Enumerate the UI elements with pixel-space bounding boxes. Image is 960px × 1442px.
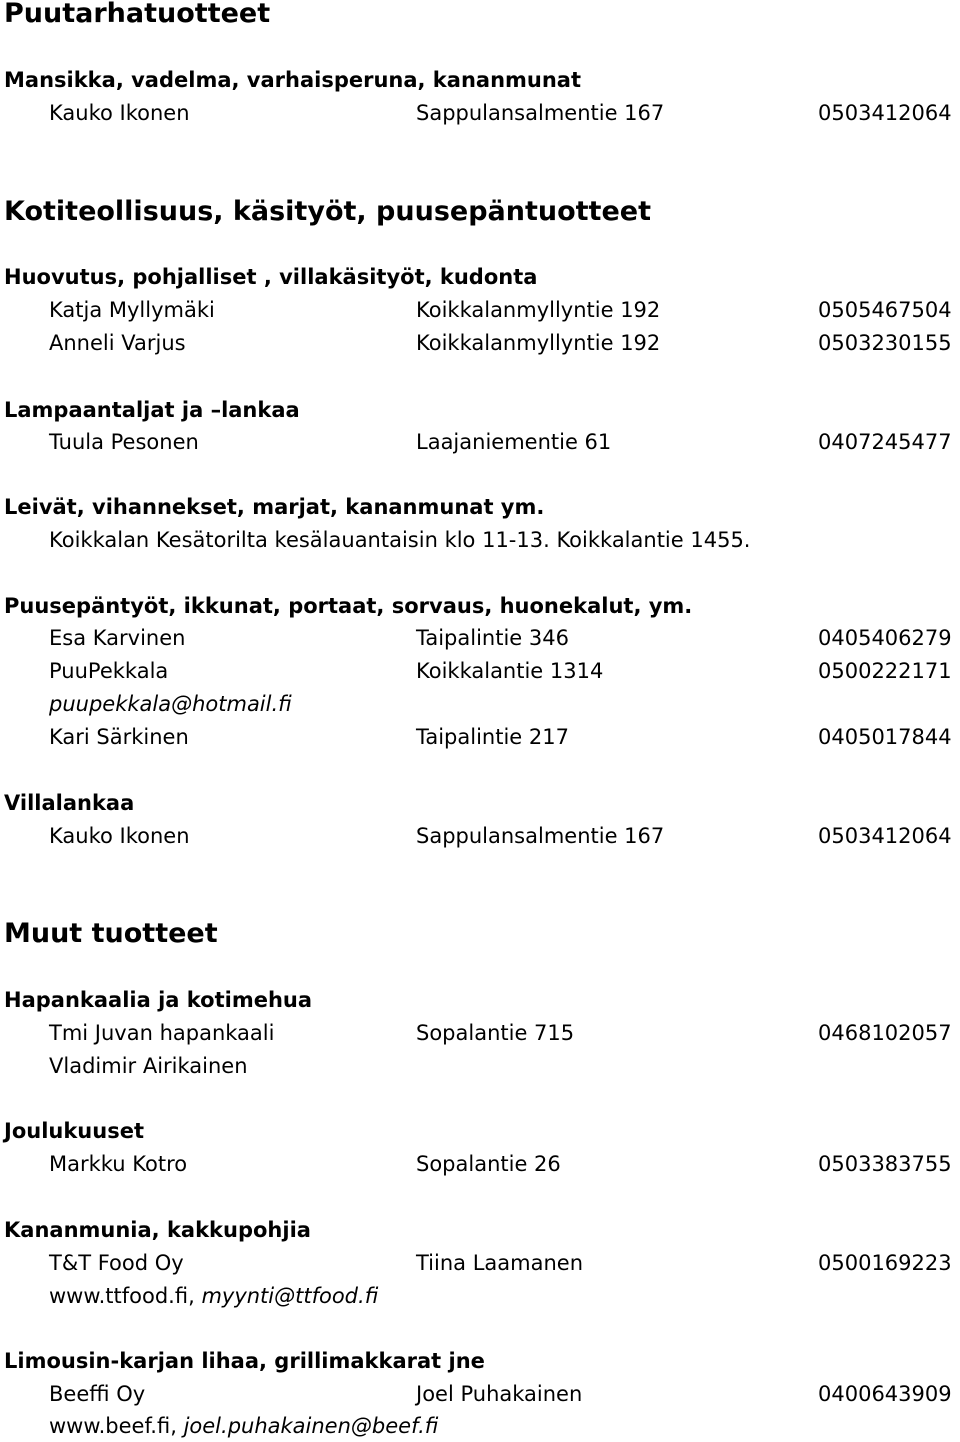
contact-address: Sopalantie 26 bbox=[416, 1152, 561, 1176]
contact-name: Anneli Varjus bbox=[49, 331, 186, 355]
group-heading-puusepantyot: Puusepäntyöt, ikkunat, portaat, sorvaus, huonekalut, ym. bbox=[4, 594, 693, 618]
group-heading-joulukuuset: Joulukuuset bbox=[4, 1119, 144, 1143]
contact-phone: 0400643909 bbox=[818, 1382, 952, 1406]
contact-address: Koikkalanmyllyntie 192 bbox=[416, 298, 661, 322]
contact-name: T&T Food Oy bbox=[49, 1251, 184, 1275]
web-and-email bbox=[49, 1416, 438, 1437]
contact-name: PuuPekkala bbox=[49, 659, 169, 683]
contact-name: Markku Kotro bbox=[49, 1152, 188, 1176]
contact-address: Laajaniementie 61 bbox=[416, 430, 612, 454]
contact-address: Koikkalanmyllyntie 192 bbox=[416, 331, 661, 355]
section-title-kotiteollisuus: Kotiteollisuus, käsityöt, puusepäntuotteet bbox=[4, 196, 651, 227]
contact-phone: 0407245477 bbox=[818, 430, 952, 454]
contact-phone: 0503383755 bbox=[818, 1152, 952, 1176]
contact-name: Katja Myllymäki bbox=[49, 298, 215, 322]
market-note: Koikkalan Kesätorilta kesälauantaisin klo 11-13. Koikkalantie 1455. bbox=[49, 528, 751, 552]
contact-phone: 0468102057 bbox=[818, 1021, 952, 1045]
contact-name: Kauko Ikonen bbox=[49, 101, 190, 125]
contact-phone: 0405406279 bbox=[818, 626, 952, 650]
contact-name: Beeffi Oy bbox=[49, 1382, 146, 1406]
section-title-muut-tuotteet: Muut tuotteet bbox=[4, 918, 218, 949]
contact-address: Sappulansalmentie 167 bbox=[416, 101, 665, 125]
contact-address: Taipalintie 217 bbox=[416, 725, 569, 749]
contact-address: Taipalintie 346 bbox=[416, 626, 569, 650]
group-heading-limousin: Limousin-karjan lihaa, grillimakkarat jne bbox=[4, 1349, 485, 1373]
contact-name: Tmi Juvan hapankaali bbox=[49, 1021, 275, 1045]
contact-name: Tuula Pesonen bbox=[49, 430, 199, 454]
website-link[interactable]: www.beef.fi, bbox=[49, 1414, 177, 1438]
group-heading-hapankaalia: Hapankaalia ja kotimehua bbox=[4, 988, 313, 1012]
contact-phone: 0503412064 bbox=[818, 101, 952, 125]
contact-phone: 0503412064 bbox=[818, 824, 952, 848]
contact-address: Koikkalantie 1314 bbox=[416, 659, 604, 683]
contact-phone: 0500222171 bbox=[818, 659, 952, 683]
contact-phone: 0405017844 bbox=[818, 725, 952, 749]
contact-phone: 0505467504 bbox=[818, 298, 952, 322]
contact-person: Vladimir Airikainen bbox=[49, 1054, 248, 1078]
group-heading-leivat: Leivät, vihannekset, marjat, kananmunat ym. bbox=[4, 495, 545, 519]
email-link[interactable]: joel.puhakainen@beef.fi bbox=[183, 1414, 439, 1438]
contact-name: Kauko Ikonen bbox=[49, 824, 190, 848]
contact-phone: 0500169223 bbox=[818, 1251, 952, 1275]
email-link[interactable]: myynti@ttfood.fi bbox=[201, 1284, 379, 1308]
group-heading-lampaantaljat: Lampaantaljat ja –lankaa bbox=[4, 398, 300, 422]
contact-person: Joel Puhakainen bbox=[416, 1382, 583, 1406]
group-heading-huovutus: Huovutus, pohjalliset , villakäsityöt, kudonta bbox=[4, 265, 538, 289]
contact-person: Tiina Laamanen bbox=[416, 1251, 584, 1275]
contact-name: Kari Särkinen bbox=[49, 725, 189, 749]
section-title-puutarhatuotteet: Puutarhatuotteet bbox=[4, 0, 271, 29]
contact-phone: 0503230155 bbox=[818, 331, 952, 355]
contact-address: Sopalantie 715 bbox=[416, 1021, 575, 1045]
group-heading-mansikka: Mansikka, vadelma, varhaisperuna, kananmunat bbox=[4, 68, 582, 92]
website-link[interactable]: www.ttfood.fi, bbox=[49, 1284, 195, 1308]
contact-address: Sappulansalmentie 167 bbox=[416, 824, 665, 848]
contact-name: Esa Karvinen bbox=[49, 626, 186, 650]
web-and-email bbox=[49, 1286, 378, 1307]
email-link[interactable]: puupekkala@hotmail.fi bbox=[49, 692, 292, 716]
group-heading-villalankaa: Villalankaa bbox=[4, 791, 135, 815]
group-heading-kananmunia: Kananmunia, kakkupohjia bbox=[4, 1218, 311, 1242]
